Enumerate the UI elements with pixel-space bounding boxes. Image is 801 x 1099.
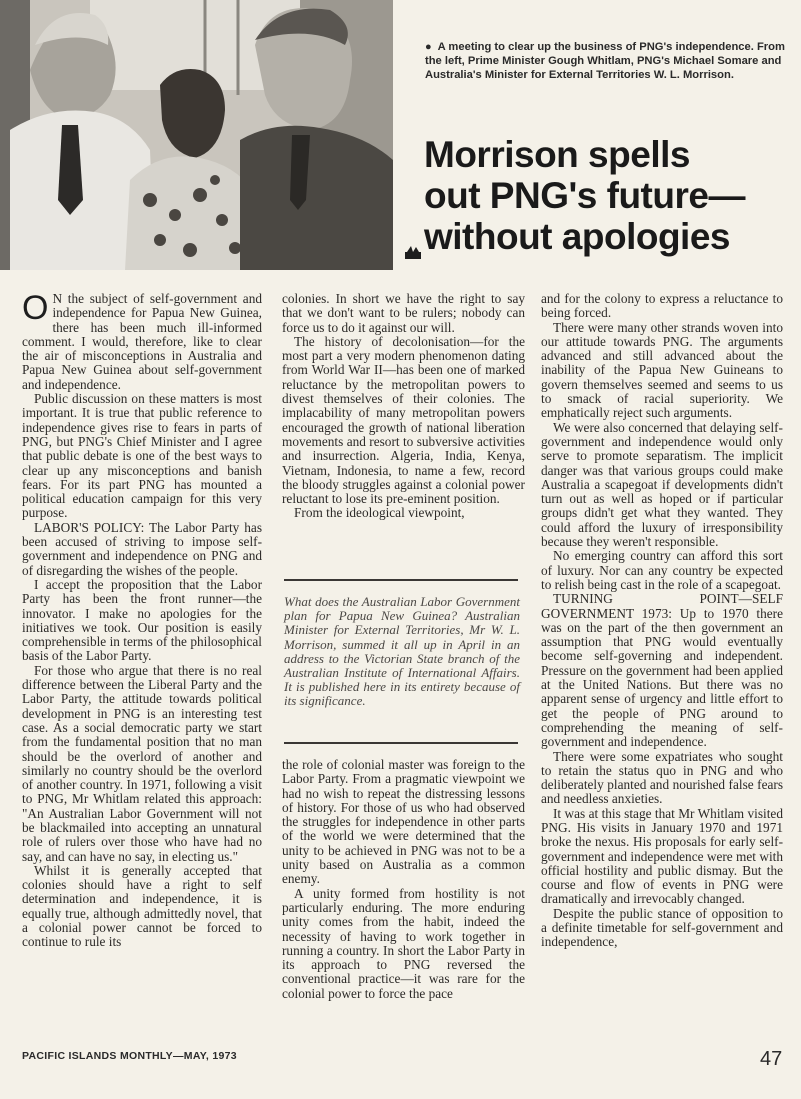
column-3 [541,292,783,950]
column-2-bottom [282,758,525,1001]
column-2-top [282,292,525,521]
paragraph: and for the colony to express a reluctance to being forced. [541,291,783,321]
paragraph: Despite the public stance of opposition to a definite timetable for self-government and independence, [541,905,783,950]
headline-line-3: without apologies [424,216,730,257]
drop-cap: O [22,289,49,327]
headline-line-2: out PNG's future— [424,175,745,216]
paragraph: TURNING POINT—SELF GOVERNMENT 1973: Up to 1970 there was on the part of the then government an assumption that PNG would eventually become self-governing and independent. Pressure on the government had been applied at the United Nations. But there was no apparent sense of urgency and little effort to get the people of PNG around to comprehending the meaning of self-government and independence. [541,591,783,750]
pull-quote-rule-top [284,579,518,581]
column-1 [22,289,262,950]
paragraph: It was at this stage that Mr Whitlam visited PNG. His visits in January 1970 and 1971 broke the nexus. His proposals for early self-government and independence were met with official hostility and public dismay. But the course and flow of events in PNG were dramatically and irrevocably changed. [541,805,783,907]
paragraph: the role of colonial master was foreign to the Labor Party. From a pragmatic viewpoint we had no wish to repeat the distressing lessons of history. For those of us who had observed the struggles for independence in other parts of the world we were determined that the unity to be achieved in PNG was not to be a unity based on Australia as a common enemy. [282,757,525,887]
article-headline [424,134,794,257]
publication-footer: PACIFIC ISLANDS MONTHLY—MAY, 1973 [22,1050,237,1062]
paragraph: I accept the proposition that the Labor Party has been the front runner—the innovator. I make no apologies for the initiatives we took. Our position is easily comprehensible in terms of the philosophical basis of the Labor Party. [22,576,262,664]
paragraph: For those who argue that there is no real difference between the Liberal Party and the Labor Party, the attitude towards political development in PNG is an interesting test case. As a social democratic party we start from the fundamental position that no man should be the overlord of another and similarly no country should be the overlord of another country. In 1971, following a visit to PNG, Mr Whitlam related this approach: "An Australian Labor Government will not be blackmailed into accepting an unnatural role of rulers over those who have had no say, and can have no say, in electing us." [22,662,262,864]
pull-quote-rule-bottom [284,742,518,744]
paragraph: There were many other strands woven into our attitude towards PNG. The arguments advanced and still advanced about the inability of the Papua New Guineans to govern themselves seemed and seems to us to smack of racial superiority. We emphatically reject such arguments. [541,319,783,421]
caption-bullet: ● [425,41,432,53]
paragraph: No emerging country can afford this sort of luxury. Nor can any country be expected to relish being cast in the role of a scapegoat. [541,548,783,592]
paragraph: Whilst it is generally accepted that colonies should have a right to self determination and independence, it is equally true, although admittedly novel, that a colonial power cannot be forced to continue to rule its [22,862,262,950]
article-photo [0,0,393,270]
paragraph: O N the subject of self-government and independence for Papua New Guinea, there has been much ill-informed comment. I would, therefore, like to clear the air of misconceptions in Australia and Papua New Guinea about self-government and independence. [22,289,262,392]
page-number: 47 [760,1048,783,1070]
photo-illustration [0,0,393,270]
photo-caption [425,40,787,82]
pull-quote: What does the Australian Labor Government plan for Papua New Guinea? Australian Minister for External Territories, Mr W. L. Morrison, summed it all up in April in an address to the Victorian State branch of the Australian Institute of International Affairs. It is published here in its entirety because of its significance. [284,594,520,709]
section-logo-icon [404,244,422,260]
paragraph: LABOR'S POLICY: The Labor Party has been accused of striving to impose self-government and independence on PNG and of disregarding the wishes of the people. [22,519,262,578]
paragraph: colonies. In short we have the right to say that we don't want to be rulers; nobody can force us to do it against our will. [282,291,525,335]
paragraph: From the ideological viewpoint, [294,505,465,521]
paragraph: The history of decolonisation—for the most part a very modern phenomenon dating from World War II—has been one of marked reluctance by the metropolitan powers to divest themselves of their colonies. The implacability of many metropolitan powers encouraged the growth of national liberation movements and resort to subversive activities and insurrection. Algeria, India, Kenya, Vietnam, Indonesia, to name a few, record the bloody struggles against a colonial power reluctant to lose its pre-eminent position. [282,333,525,507]
paragraph: We were also concerned that delaying self-government and independence would only serve to promote separatism. The implicit danger was that various groups could make Australia a scapegoat if developments didn't turn out as well as hoped or if particular groups didn't get what they wanted. They could afford the luxury of irresponsibility because they weren't responsible. [541,419,783,550]
paragraph: A unity formed from hostility is not particularly enduring. The more enduring unity comes from the habit, indeed the necessity of having to work together in running a country. In short the Labor Party in its approach to PNG reversed the conventional practice—it was rare for the colonial power to force the pace [282,885,525,1001]
paragraph: There were some expatriates who sought to retain the status quo in PNG and who deliberately planted and nourished false fears and needless anxieties. [541,748,783,807]
paragraph: Public discussion on these matters is most important. It is true that public reference to independence gives rise to fears in parts of PNG, but PNG's Chief Minister and I agree that public debate is one of the best ways to clear up any misconceptions and banish fears. For its part PNG has mounted a political education campaign for this very purpose. [22,391,262,521]
caption-text: A meeting to clear up the business of PNG's independence. From the left, Prime Minister Gough Whitlam, PNG's Michael Somare and Australia's Minister for External Territories W. L. Morrison. [425,41,785,81]
headline-line-1: Morrison spells [424,134,690,175]
